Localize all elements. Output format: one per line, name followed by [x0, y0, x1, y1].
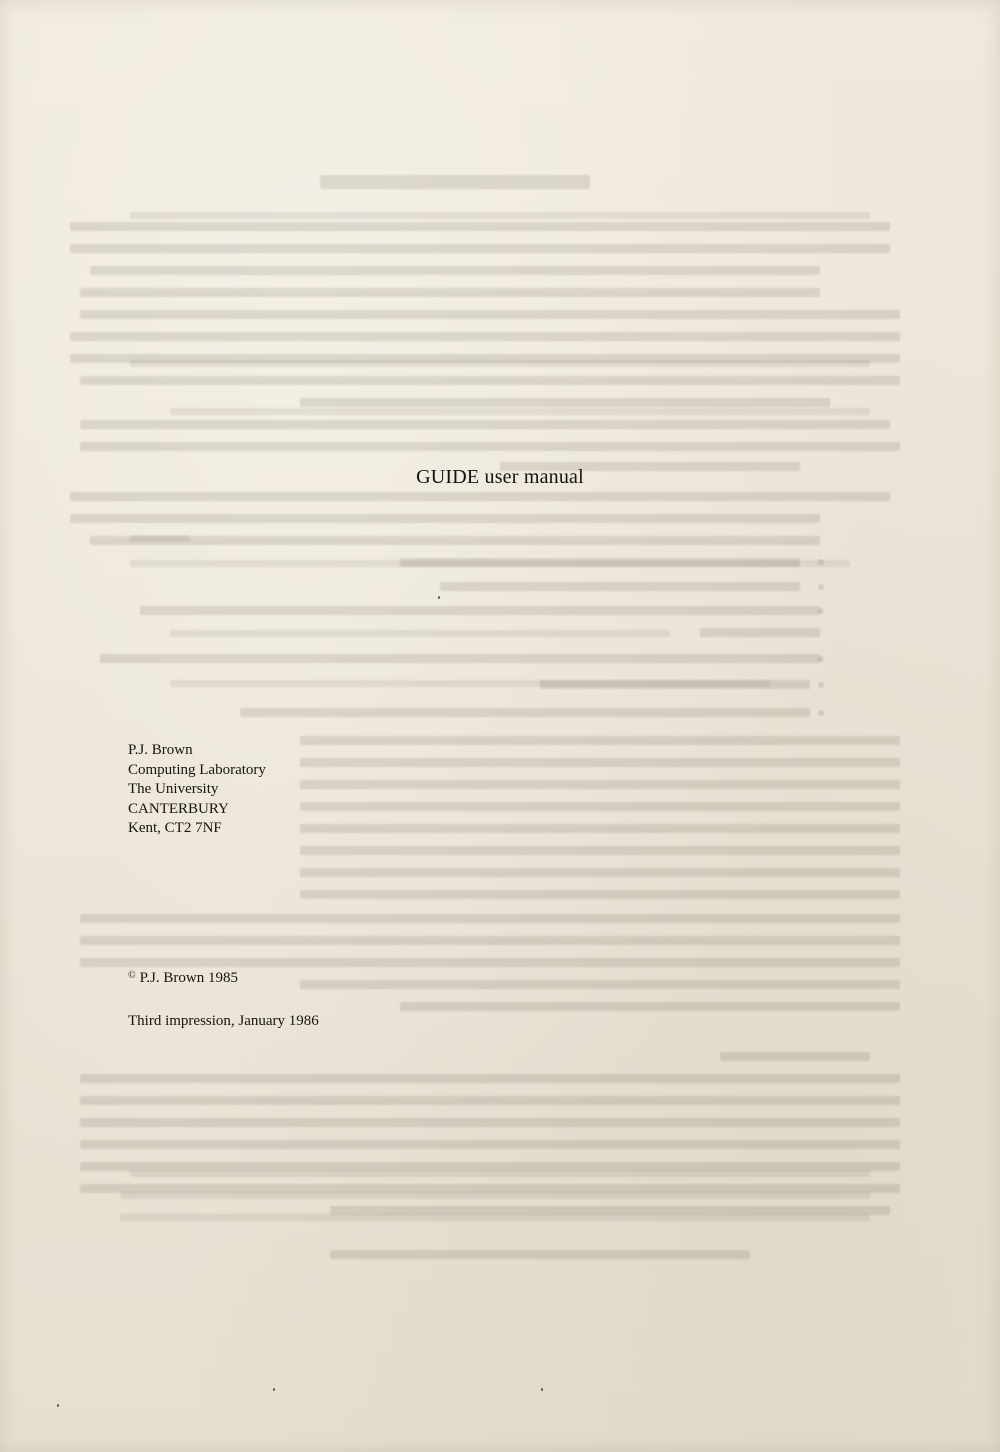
- paper-speck: [273, 1388, 275, 1391]
- department: Computing Laboratory: [128, 761, 266, 778]
- paper-speck: [438, 596, 440, 599]
- city: CANTERBURY: [128, 800, 229, 817]
- copyright-icon: ©: [128, 970, 136, 981]
- paper-speck: [541, 1388, 543, 1391]
- author-name: P.J. Brown: [128, 742, 193, 758]
- copyright-text: P.J. Brown 1985: [139, 970, 238, 986]
- author-address-block: [128, 741, 266, 839]
- impression-note: Third impression, January 1986: [128, 1013, 319, 1029]
- document-title: GUIDE user manual: [416, 466, 584, 488]
- postcode: Kent, CT2 7NF: [128, 820, 222, 836]
- institution: The University: [128, 781, 219, 797]
- paper-speck: [57, 1404, 59, 1407]
- copyright-notice: [128, 970, 238, 987]
